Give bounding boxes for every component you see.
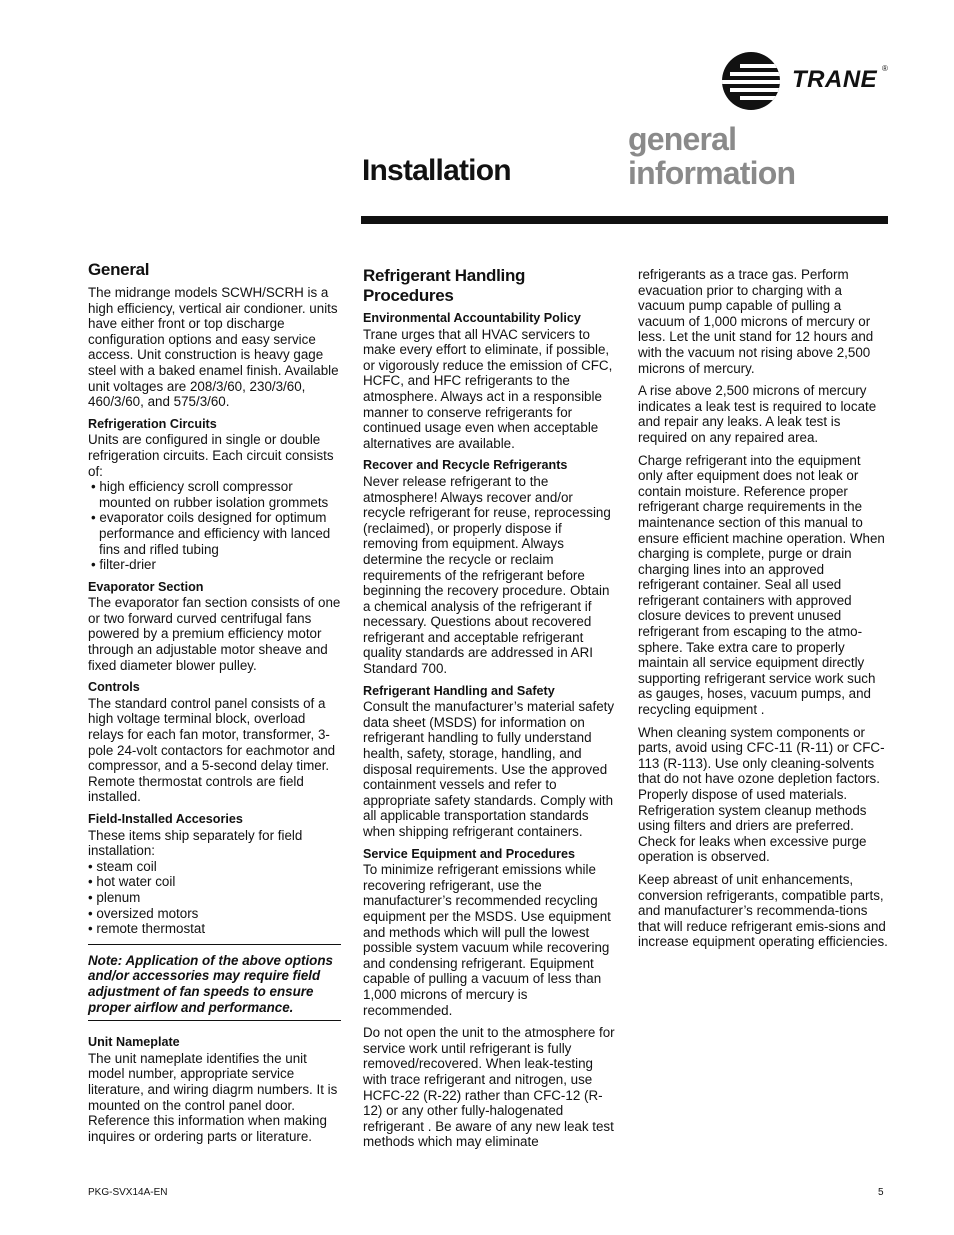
- controls-heading: Controls: [88, 680, 140, 695]
- environmental-policy-heading: Environmental Accountability Policy: [363, 311, 581, 325]
- environmental-policy-text: Trane urges that all HVAC servicers to make every effort to eliminate, if possible, or vigorously reduce the emission of CFC, HCFC, and HFC refrigerants to the atmosphere. Always act in a responsible manner to conserve refrigerants for continued usage even when acceptable alternatives are available.: [363, 326, 613, 451]
- list-item: • steam coil: [88, 858, 157, 874]
- recover-recycle-heading: Recover and Recycle Refrigerants: [363, 458, 568, 473]
- registered-mark: ®: [882, 64, 888, 73]
- cleaning-components-text: When cleaning system components or parts, avoid using CFC-11 (R-11) or CFC-113 (R-113). Use only cleaning-solvents that do not have ozone depletion factors. Properly dispose of used materials. Refrigeration system cleanup methods using filters and driers are preferred. Check for leaks when excessive purge operation is observed.: [638, 724, 885, 865]
- page-title: Installation: [362, 154, 511, 187]
- column-refrigerant-handling: [363, 266, 618, 1150]
- general-text: The midrange models SCWH/SCRH is a high efficiency, vertical air condioner. units have either front or top discharge configuration options and easy service access. Unit construction is heavy gage steel with a baked enamel finish. Available unit voltages are 208/3/60, 230/3/60, 460/3/60, and 575/3/60.: [88, 285, 339, 410]
- keep-abreast-text: Keep abreast of unit enhancements, conversion refrigerants, compatible parts, and manufacturer’s recommenda-tions that will reduce refrigerant emis-sions and increase equipment operating efficiencies.: [638, 871, 888, 950]
- trane-logo: [722, 52, 892, 112]
- refrigeration-circuits-text: Units are configured in single or double refrigeration circuits. Each circuit consists of:: [88, 432, 334, 479]
- field-accessories-heading: Field-Installed Accesories: [88, 812, 243, 826]
- unit-nameplate-text: The unit nameplate identifies the unit model number, appropriate service literature, and wiring diagrm numbers. It is mounted on the control panel door. Reference this information when making inquires or ordering parts or literature.: [88, 1050, 338, 1144]
- refrigeration-circuits-heading: Refrigeration Circuits: [88, 416, 217, 431]
- evaporator-section-heading: Evaporator Section: [88, 579, 204, 594]
- header-rule: [361, 216, 888, 224]
- section-title-line1: general: [628, 121, 737, 157]
- logo-wordmark: TRANE: [792, 66, 878, 93]
- list-item: • high efficiency scroll compressor mounted on rubber isolation grommets: [91, 479, 329, 510]
- handling-safety-heading: Refrigerant Handling and Safety: [363, 683, 555, 698]
- service-equipment-heading: Service Equipment and Procedures: [363, 846, 576, 861]
- recover-recycle-text: Never release refrigerant to the atmosphere! Always recover and/or recycle refrigerant for reuse, reprocessing (reclaimed), or properly dispose if removing from equipment. Always determine the recycle or reclaim requirements of the refrigerant before beginning the recovery procedure. Obtain a chemical analysis of the refrigerant if necessary. Questions about recovered refrigerant and acceptable refrigerant quality standards are addressed in ARI Standard 700.: [363, 473, 611, 677]
- handling-safety-text: Consult the manufacturer’s material safety data sheet (MSDS) for information on refrigerant handling to fully understand health, safety, storage, handling, and disposal requirements. Use the approved containment vessels and refer to appropriate safety standards. Comply with all applicable transportation standards when shipping refrigerant containers.: [363, 699, 615, 839]
- field-accessories-text: These items ship separately for field installation:: [88, 827, 303, 859]
- note-text: Note: Application of the above options and/or accessories may require field adjustment of fan speeds to ensure proper airflow and performance.: [88, 952, 333, 1015]
- unit-nameplate-heading: Unit Nameplate: [88, 1035, 180, 1050]
- document-code: PKG-SVX14A-EN: [88, 1187, 168, 1198]
- list-item: • oversized motors: [88, 905, 199, 921]
- list-item: • evaporator coils designed for optimum performance and efficiency with lanced fins and rifled tubing: [91, 510, 331, 557]
- evacuation-text: refrigerants as a trace gas. Perform evacuation prior to charging with a vacuum pump capable of pulling a vacuum of 1,000 microns of mercury or less. Let the unit stand for 12 hours and with the vacuum not rising above 2,500 microns of mercury.: [638, 267, 874, 376]
- column-continued: [638, 267, 888, 950]
- trane-logo-mark-icon: [722, 52, 780, 110]
- page-number: 5: [878, 1187, 884, 1198]
- leak-test-text: A rise above 2,500 microns of mercury indicates a leak test is required to locate and repair any leaks. A leak test is required on any repaired area.: [638, 383, 877, 445]
- section-title: [628, 122, 795, 190]
- open-unit-text: Do not open the unit to the atmosphere for service work until refrigerant is fully removed/recovered. When leak-testing with trace refrigerant and nitrogen, use HCFC-22 (R-22) rather than CFC-12 (R-12) or any other fully-halogenated refrigerant . Be aware of any new leak test methods which may eliminate: [363, 1025, 615, 1150]
- evaporator-section-text: The evaporator fan section consists of one or two forward curved centrifugal fans powered by a premium efficiency motor through an adjustable motor sheave and fixed diameter blower pulley.: [88, 595, 341, 673]
- column-general: [88, 260, 341, 1144]
- charge-refrigerant-text: Charge refrigerant into the equipment only after equipment does not leak or contain moisture. Reference proper refrigerant charge requirements in the maintenance section of this manual to ensure efficient machine operation. When charging is complete, purge or drain charging lines into an approved refrigerant container. Seal all used refrigerant containers with approved closure devices to prevent unused refrigerant from escaping to the atmo-sphere. Take extra care to properly maintain all service equipment directly supporting refrigerant service work such as gauges, hoses, vacuum pumps, and recycling equipment .: [638, 452, 885, 718]
- list-item: • filter-drier: [91, 557, 156, 573]
- controls-text: The standard control panel consists of a high voltage terminal block, overload relays for each fan motor, transformer, 3-pole 24-volt contactors for eachmotor and compressor, and a 5-second delay timer. Remote thermostat controls are field installed.: [88, 695, 336, 805]
- list-item: • plenum: [88, 889, 141, 905]
- note-bottom-rule: [88, 1020, 341, 1021]
- note-top-rule: [88, 944, 341, 945]
- service-equipment-text: To minimize refrigerant emissions while recovering refrigerant, use the manufacturer’s recommended recycling equipment per the MSDS. Use equipment and methods which will pull the lowest possible system vacuum while recovering and condensing refrigerant. Equipment capable of pulling a vacuum of less than 1,000 microns of mercury is recommended.: [363, 862, 611, 1018]
- refrigerant-handling-heading: Refrigerant Handling Procedures: [363, 266, 526, 305]
- list-item: • hot water coil: [88, 874, 176, 890]
- section-title-line2: information: [628, 155, 796, 191]
- list-item: • remote thermostat: [88, 921, 206, 937]
- general-heading: General: [88, 260, 150, 279]
